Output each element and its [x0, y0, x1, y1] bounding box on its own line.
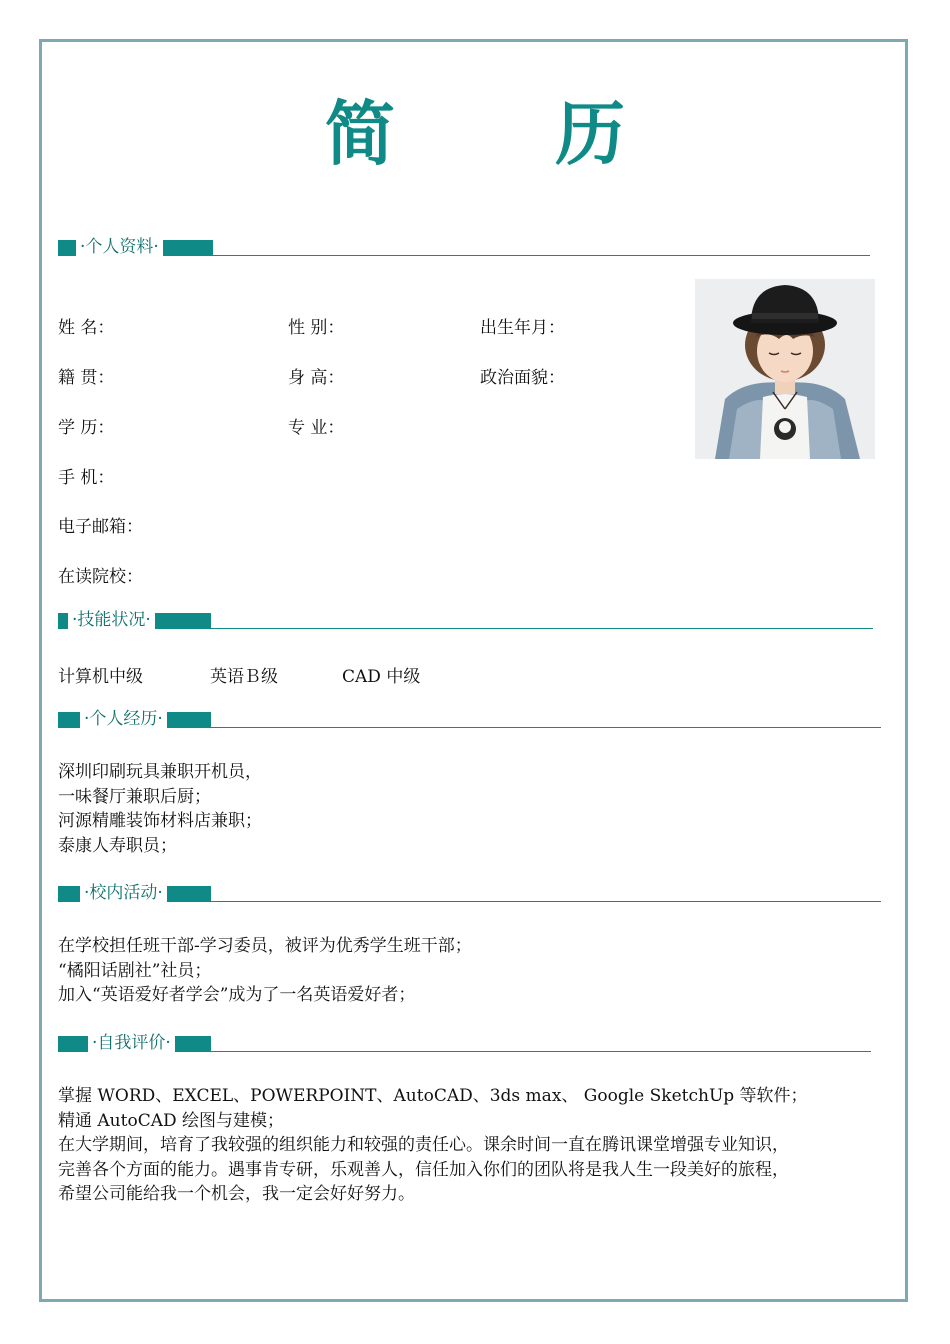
- section-label-campus: ·校内活动·: [80, 883, 167, 903]
- field-native-place: 籍 贯：: [58, 368, 115, 388]
- list-item: “橘阳话剧社”社员；: [58, 960, 212, 981]
- self-evaluation: [58, 1084, 808, 1207]
- field-gender: 性 别：: [288, 318, 345, 338]
- list-item: 加入“英语爱好者学会”成为了一名英语爱好者；: [58, 985, 416, 1005]
- section-label-self: ·自我评价·: [88, 1033, 175, 1053]
- list-item: 泰康人寿职员；: [58, 835, 177, 856]
- list-item: 在学校担任班干部-学习委员，被评为优秀学生班干部；: [58, 936, 472, 956]
- text-line: 在大学期间，培育了我较强的组织能力和较强的责任心。课余时间一直在腾讯课堂增强专业知识，: [58, 1135, 789, 1155]
- text-line: 掌握 WORD、EXCEL、POWERPOINT、AutoCAD、3ds max、 Google SketchUp 等软件；: [58, 1086, 808, 1106]
- text-line: 完善各个方面的能力。遇事肯专研，乐观善人，信任加入你们的团队将是我人生一段美好的旅程，: [58, 1159, 789, 1180]
- experience-list: [58, 760, 262, 858]
- list-item: 深圳印刷玩具兼职开机员，: [58, 762, 262, 782]
- field-birth: 出生年月：: [480, 318, 565, 338]
- field-political-status: 政治面貌：: [480, 368, 565, 388]
- profile-photo: [695, 279, 875, 459]
- skill-cad: CAD 中级: [342, 667, 421, 687]
- field-school: 在读院校：: [58, 567, 143, 587]
- campus-list: [58, 934, 472, 1008]
- field-email: 电子邮箱：: [58, 517, 143, 537]
- section-label-experience: ·个人经历·: [80, 709, 167, 729]
- field-height: 身 高：: [288, 368, 345, 388]
- list-item: 河源精雕装饰材料店兼职；: [58, 811, 262, 831]
- text-line: 希望公司能给我一个机会，我一定会好好努力。: [58, 1184, 415, 1204]
- field-education: 学 历：: [58, 418, 115, 438]
- skill-english: 英语Ｂ级: [210, 667, 278, 687]
- list-item: 一味餐厅兼职后厨；: [58, 786, 211, 807]
- section-label-skills: ·技能状况·: [68, 610, 155, 630]
- field-phone: 手 机：: [58, 468, 115, 488]
- field-name: 姓 名：: [58, 318, 115, 338]
- text-line: 精通 AutoCAD 绘图与建模；: [58, 1110, 285, 1131]
- child-portrait-image: [695, 279, 875, 459]
- section-label-personal: ·个人资料·: [76, 237, 163, 257]
- skill-computer: 计算机中级: [58, 667, 143, 687]
- field-major: 专 业：: [288, 418, 345, 438]
- page-title: 简 历: [324, 92, 694, 175]
